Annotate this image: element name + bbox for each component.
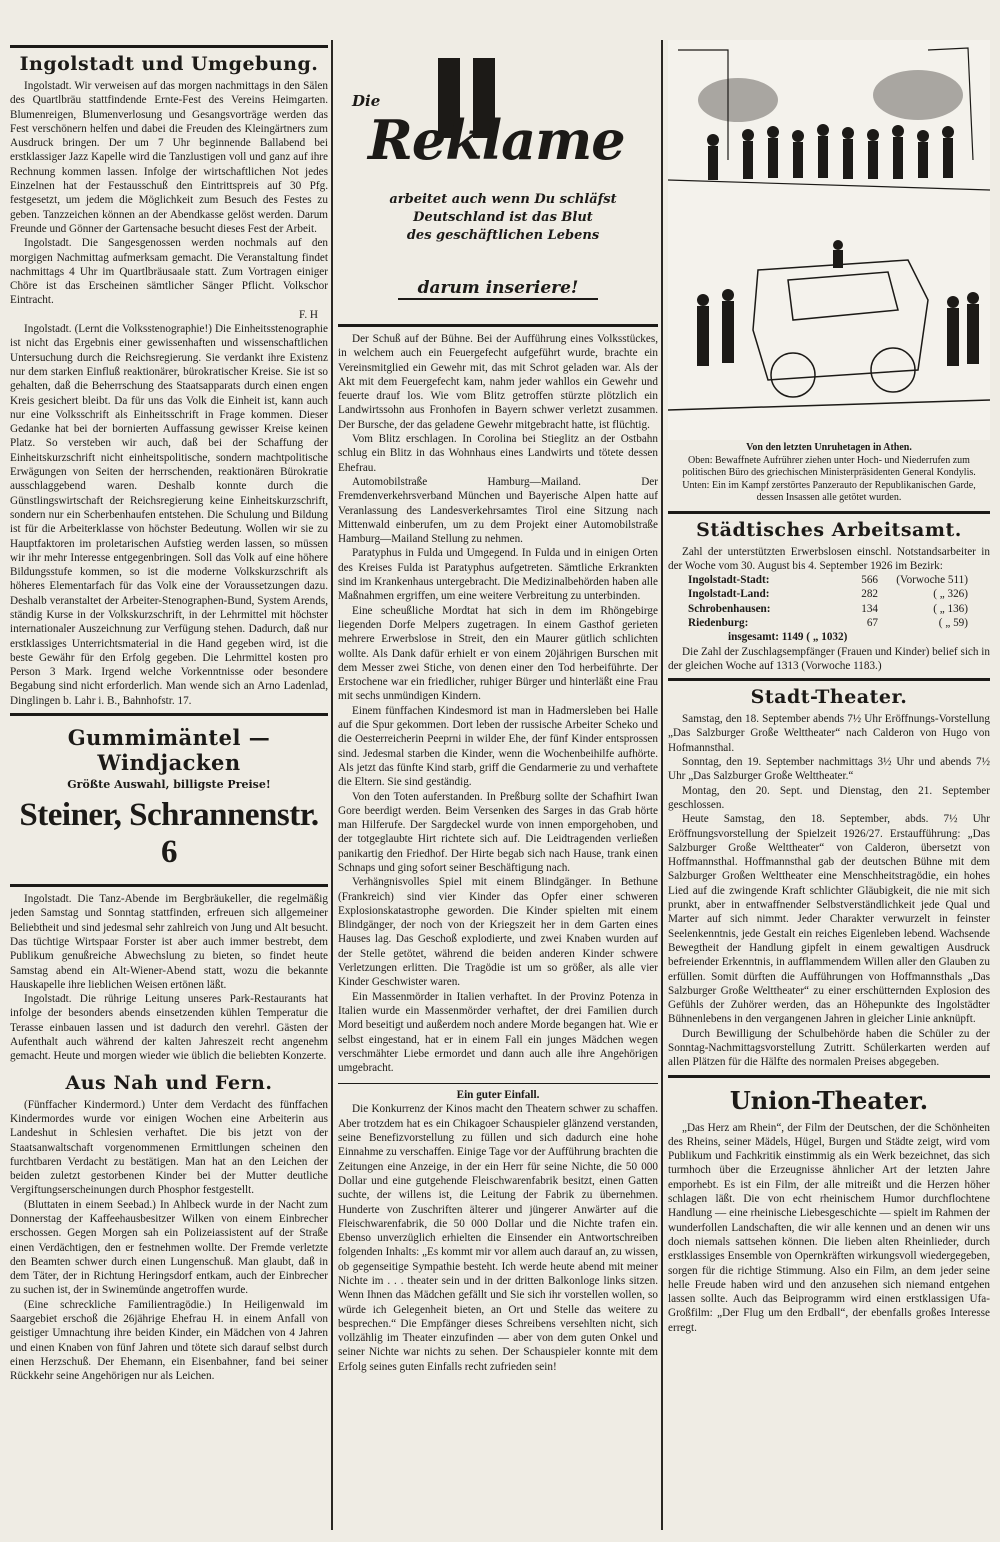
ad-subtitle: Größte Auswahl, billigste Preise!: [67, 778, 271, 792]
news-paragraph: Samstag, den 18. September abends 7½ Uhr Eröffnungs-Vorstellung „Das Salzburger Große Welttheater“ nach Calderon von Hugo von Hofmannsthal.: [668, 713, 990, 754]
stats-table: [668, 573, 990, 630]
photo-illustration: [668, 40, 990, 440]
news-paragraph: Sonntag, den 19. September nachmittags 3½ Uhr und abends 7½ Uhr „Das Salzburger Große Welttheater.“: [668, 756, 990, 783]
advertisement-reklame: [338, 40, 658, 310]
column-left: [10, 40, 328, 1530]
stats-cell-prev: ( „ 326): [933, 588, 968, 601]
caption-text: Unten: Ein im Kampf zerstörtes Panzerauto der Republikanischen Garde, dessen Insassen alle getötet wurden.: [682, 479, 976, 503]
news-paragraph: Ingolstadt. Die rührige Leitung unseres Park-Restaurants hat infolge der besonders abends einsetzenden kühlen Temperatur die Terasse einbauen lassen und ist dadurch den verehrl. Gästen der Aufenthalt auch während der kalten Jahreszeit recht angenehm gemacht. Heute und morgen wieder wie üblich die beliebten Konzerte.: [10, 993, 328, 1063]
news-paragraph: Zahl der unterstützten Erwerbslosen einschl. Notstandsarbeiter in der Woche vom 30. August bis 4. September 1926 im Bezirk:: [668, 545, 990, 572]
stats-cell-label: Ingolstadt-Stadt:: [688, 574, 770, 587]
column-divider: [331, 40, 333, 1530]
news-paragraph: „Das Herz am Rhein“, der Film der Deutschen, der die Schönheiten des Rheins, seiner Mädels, Hügel, Burgen und Städte zeigt, wird vom Publikum und Fachkritik einstimmig als ein Werk bezeichnet, das sich turmhoch über die Erzeugnisse ähnlicher Art der letzten Jahre emporhebt. Es ist ein Film, der alle mitreißt und die Herzen höher schlagen läßt. Die von echt rheinischem Humor durchflochtene Handlung — eine rheinische Liebesgeschichte — spielt im Rahmen der wunderfollen Landschaften, die wir alle kennen und an denen wir uns doch niemals sattsehen können. Die lieben alten Rheinlieder, durch erstklassiges Ensemble von Opernkräften wirkungsvoll wiedergegeben, sorgen für die richtige Stimmung. Also ein Film, an dem jeder seine helle Freude haben wird und den anzusehen sich niemand entgehen lassen sollte. Auch das Beiprogramm wird einen erstklassigen Ufa-Großfilm: „Der Flug um den Erdball“, der ebenfalls großes Interesse erregt.: [668, 1121, 990, 1334]
photo-caption: [668, 442, 990, 505]
news-paragraph: (Fünffacher Kindermord.) Unter dem Verdacht des fünffachen Kindermordes wurde vor einigen Wochen eine Arbeiterin aus Landeshut in Schlesien verhaftet. Die bis jetzt von der Staatsanwaltschaft vorgenommenen Ermittlungen scheinen den furchtbaren Verdacht zu bestätigen. Man hat an den Leichen der beiden zuletzt gestorbenen Kinder bei der Mutter deutliche Vergiftungserscheinungen durch Phosphor festgestellt.: [10, 1098, 328, 1197]
news-paragraph: Ingolstadt. Die Tanz-Abende im Bergbräukeller, die regelmäßig jeden Samstag und Sonntag stattfinden, erfreuen sich allgemeiner Beliebtheit und sind jedesmal sehr zahlreich von Jung und Alt besucht. Das tüchtige Wirtspaar Forster ist aber auch immer bestrebt, dem Publikum genußreiche Abwechslung zu bieten, so findet heute Samstag abend ein Alt-Wiener-Abend statt, wozu die bekannte Hauskapelle ihre lieblichen Weisen ertönen läßt.: [10, 893, 328, 991]
ad-reklame-title: Reklame: [368, 108, 625, 172]
news-paragraph: Ingolstadt. Wir verweisen auf das morgen nachmittags in den Sälen des Quartlbräu stattfindende Ernte-Fest des Vereins Heimgarten. Blumenreigen, Blumenverlosung und Gesangsvorträge werden das Fest verschönern helfen und dabei die Freuden des Kleingärtners zum Ausdruck bringen. Der um 7 Uhr beginnende Ballabend bei erstklassiger Jazz Kapelle wird die Tanzlustigen voll und ganz auf ihre Rechnung kommen lassen. Infolge der wirtschaftlichen Not jedes Einzelnen hat der Festausschuß den Eintrittspreis auf 30 Pfg. festgesetzt, um jedem die Möglichkeit zum Besuch des Festes zu geben. Tanzzeichen können an der Abendkasse gelöst werden. Darum Freunde und Gönner der Gartensache besucht dieses Fest der Arbeit.: [10, 80, 328, 235]
news-paragraph: Ein Massenmörder in Italien verhaftet. In der Provinz Potenza in Italien wurde ein Massenmörder verhaftet, der drei Familien durch Mord beseitigt und außerdem noch andere Morde begangen hat. Wie er selbst eingestand, hat er in einem Fall ein junges Mädchen wegen verschmähter Liebe ermordet und dann auch alle ihre Angehörigen umgebracht.: [338, 990, 658, 1075]
section-rule: [668, 1075, 990, 1078]
news-paragraph: Ingolstadt. (Lernt die Volksstenographie!) Die Einheitsstenographie ist nicht das Ergebnis einer gewissenhaften und wissenschaftlichen Untersuchung durch die Reichsregierung. Sie verdankt ihre Existenz nur dem starken Einfluß reaktionärer, bürokratischer Kreise. Sie ist so gehalten, daß die Beherrschung des Staatsapparats durch einen engen Kreis gesichert bleibt. Da für uns das Volk die Einheit ist, kann auch nur eine Volksschrift als Einheitsschrift in Frage kommen. Dieser Gedanke hat bei der bornierten Auffassung gewisser Kreise keinen Platz. So versteben wir auch, daß bei der Schaffung der Einheitskurzschrift nicht einheitspolitische, sondern machtpolitische Erwägungen von Seiten der herrschenden, reaktionären Bürokratie ausschlaggebend waren. Deshalb konnte durch die Günstlingswirtschaft der Reichsregierung keine Einheitskurzschrift, sondern nur ein Scherbenhaufen entstehen. Die Schulung und Bildung ist für die Arbeiterklasse von höchster Bedeutung. Wollen wir sie zu Hauptfaktoren im proletarischen Aufstieg werden lassen, so müssen wir ihr mehr Interesse entgegenbringen. Soll das Volk auf eine höhere Bildungsstufe kommen, so ist die moderne Volkskurzschrift als höheres Elementarfach für das Volk eine der Voraussetzungen dazu. Deshalb veranstaltet der Arbeiter-Stenographen-Bund, System Arends, ständig Kurse in der Volkskurzschrift, in der Lehrmittel mit höchster internationaler Auszeichnung zur Verfügung stehen. Dadurch, daß nur erstklassiges Unterrichtsmaterial in die Hand gegeben wird, ist die beste Gewähr für den Erfolg gegeben. Die Lehrmittel kosten pro Person 3 Mark. Irgend welche Vorkenntnisse oder besondere Begabung sind nicht erforderlich. Man wende sich an Arno Ladenlad, Dinglingen b. Lahr i. B., Bahnhofstr. 17.: [10, 323, 328, 707]
section-rule: [668, 678, 990, 681]
caption-text: Oben: Bewaffnete Aufrührer ziehen unter Hoch- und Niederrufen zum politischen Büro des griechischen Ministerpräsidenten General Kondylis.: [682, 454, 976, 478]
news-paragraph: Heute Samstag, den 18. September, abds. 7½ Uhr Eröffnungsvorstellung der Spielzeit 1926/27. Erstaufführung: „Das Salzburger Große Welttheater“ von Calderon, übersetzt von Hoffmannsthal. Hoffmannsthal gab der deutschen Bühne mit dem Salzburger Großen Welttheater eine Menschheitstragödie, ein hohes Lied auf die zwingende Kraft schlichter Gläubigkeit, die nie mit sich prunkt, aber in entwaffnender Selbstverständlichkeit jede Qual und Marter auf sich nimmt. Jeder Charakter verwurzelt in feinster Seelenkenntnis, jede Gestalt ein reiches Eigenleben lebend. Wachsende Bewegtheit der Handlung gipfelt in einem gewaltigen Ausdruck befreiender Erkenntnis, in aufflammendem Willen aller den Glauben zu erfüllen. Somit dürften die Aufführungen von Hoffmannsthals „Das Salzburger Große Welttheater“ zu einer erschütternden Explosion des Gefühls der Zuhörer werden, das an Höhepunkte des Ingolstädter Bühnenlebens in den vergangenen Jahren in gleicher Linie anknüpft.: [668, 813, 990, 1026]
section-rule: [10, 45, 328, 48]
news-paragraph: Ingolstadt. Die Sangesgenossen werden nochmals auf den morgigen Nachmittag aufmerksam gemacht. Die Veranstaltung findet nachmittags 4 Uhr im Quartlbräusaale statt. Zum Vortragen einiger Chöre ist das Erscheinen sämtlicher Sänger Pflicht. Volkschor Eintracht.: [10, 237, 328, 307]
stats-cell-label: Riedenburg:: [688, 616, 749, 629]
stats-cell-label: Ingolstadt-Land:: [688, 588, 770, 601]
news-paragraph: (Bluttaten in einem Seebad.) In Ahlbeck wurde in der Nacht zum Donnerstag der Kaffeehausbesitzer Wilken von einem Einbrecher erschossen. Gegen Morgen sah ein Polizeiassistent auf der Straße einen Verdächtigen, den er festnehmen wollte. Der Fremde verletzte den Beamten schwer durch einen Lungenschuß. Man glaubt, daß in dem Täter, der in Richtung Heringsdorf entkam, auch der Einbrecher zu suchen ist, der in Swinemünde angetroffen wurde.: [10, 1198, 328, 1297]
section-title-arbeitsamt: Städtisches Arbeitsamt.: [696, 518, 962, 541]
stats-cell-value: 67: [866, 616, 878, 629]
section-rule: [338, 324, 658, 327]
news-paragraph: Von den Toten auferstanden. In Preßburg sollte der Schafhirt Iwan Gore beerdigt werden. Beim Versenken des Sarges in das Grab hörte man Hilferufe. Der Sargdeckel wurde von innen emporgehoben, und der totgeglaubte Hirt richtete sich auf. Die Leidtragenden verließen panikartig den Friedhof. Der Hirte begab sich nach Hause, trank einen Schnaps und ging sofort seiner Beschäftigung nach.: [338, 790, 658, 874]
section-rule: [10, 884, 328, 887]
stats-cell-value: 134: [861, 602, 878, 615]
ad-address: Steiner, Schrannenstr. 6: [19, 797, 319, 871]
news-paragraph: Montag, den 20. Sept. und Dienstag, den 21. September geschlossen.: [668, 784, 990, 811]
news-paragraph: Einem fünffachen Kindesmord ist man in Hadmersleben bei Halle auf die Spur gekommen. Dort leben der russische Arbeiter Scheko und die Oesterreicherin Peeprni in wilder Ehe, der fünf Kinder entsprossen sind. Jedesmal starben die Kinder, wenn die Wochenbeihilfe aufhörte. Als jetzt das fünfte Kind starb, griff die Gendarmerie zu und verhaftete die Eltern. Sie sind geständig.: [338, 704, 658, 789]
news-paragraph: Paratyphus in Fulda und Umgegend. In Fulda und in einigen Orten des Kreises Fulda ist Paratyphus aufgetreten. Sämtliche Erkrankten sind im Krankenhaus untergebracht. Die Medizinalbehörden haben alle Maßnahmen ergriffen, um eine weitere Verbreitung zu unterbinden.: [338, 547, 658, 603]
section-rule: [668, 511, 990, 514]
advertisement-steiner: [10, 721, 328, 879]
stats-cell-value: 282: [861, 588, 878, 601]
einfall-title: Ein guter Einfall.: [456, 1089, 540, 1102]
ad-line: arbeitet auch wenn Du schläfst: [389, 192, 617, 207]
signature: F. H: [299, 308, 318, 321]
stats-row: [668, 616, 990, 630]
stats-row: [668, 587, 990, 601]
news-paragraph: Der Schuß auf der Bühne. Bei der Aufführung eines Volksstückes, in welchem auch ein Feuergefecht aufgeführt wurde, brachte ein Vereinsmitglied ein Gewehr mit, das mit Schrot geladen war. Als der Akt mit dem Feuergefecht kam, nahm jeder wahllos ein Gewehr und feuerte drauf los. Wie vom Blitz getroffen stürzte plötzlich ein Landwirtssohn aus Fronhofen in Bayern schwer verletzt zusammen. Der Bursche, der das geladene Gewehr mitgebracht hatte, ist flüchtig.: [338, 333, 658, 431]
ad-final: darum inseriere!: [398, 278, 598, 300]
section-rule: [338, 1083, 658, 1084]
stats-row: [668, 573, 990, 587]
column-divider: [661, 40, 663, 1530]
stats-cell-prev: ( „ 59): [938, 616, 968, 629]
news-paragraph: Automobilstraße Hamburg—Mailand. Der Fremdenverkehrsverband München und Bayerische Alpen hatte auf Veranlassung des Landesverkehrsamtes Tirol eine Sitzung nach Mittenwald einberufen, um zu dem Projekt einer Automobilstraße Hamburg—Mailand Stellung zu nehmen.: [338, 475, 658, 546]
news-paragraph: Eine scheußliche Mordtat hat sich in dem im Rhöngebirge liegenden Dorfe Melpers zugetragen. In einem Gasthof gerieten mehrere Erwerbslose in Streit, den ein Maurer gütlich schlichten wollte. Als Dank dafür erhielt er von einem 20jährigen Burschen mit dem Messer zwei Stiche, von denen einer den Tod herbeiführte. Der Erstochene war ein friedlicher, ruhiger Bürger und hinterläßt eine Frau mit sechs unmündigen Kindern.: [338, 604, 658, 703]
ad-title: Gummimäntel — Windjacken: [67, 725, 271, 776]
ad-line: des geschäftlichen Lebens: [406, 228, 600, 243]
stats-cell-prev: ( „ 136): [933, 602, 968, 615]
stats-cell-value: 566: [861, 574, 878, 587]
ad-die: Die: [352, 92, 381, 110]
ad-line: Deutschland ist das Blut: [413, 210, 593, 225]
stats-cell-prev: (Vorwoche 511): [896, 574, 968, 587]
news-paragraph: (Eine schreckliche Familientragödie.) In Heiligenwald im Saargebiet erschoß die 26jährige Ehefrau H. in einem Anfall von geistiger Umnachtung ihre beiden Kinder, ein Mädchen von 4 Jahren und einen Knaben von fünf Jahren und tötete sich darauf selbst durch einen Herzschuß. Der Ehemann, ein Eisenbahner, fand bei seiner Rückkehr seine Angehörigen nur als Leichen.: [10, 1298, 328, 1383]
news-paragraph: Durch Bewilligung der Schulbehörde haben die Schüler zu der Sonntag-Nachmittagsvorstellung Zutritt. Schülerkarten werden auf allen Plätzen für die Hälfte des normalen Preises abgegeben.: [668, 1027, 990, 1069]
news-paragraph: Die Zahl der Zuschlagsempfänger (Frauen und Kinder) belief sich in der gleichen Woche auf 1313 (Vorwoche 1183.): [668, 645, 990, 672]
section-title-union: Union-Theater.: [729, 1085, 929, 1115]
section-title-ingolstadt: Ingolstadt und Umgebung.: [19, 53, 319, 75]
news-paragraph: Die Konkurrenz der Kinos macht den Theatern schwer zu schaffen. Aber trotzdem hat es ein Chikagoer Schauspieler glänzend verstanden, seine Benefizvorstellung zu füllen und sich dadurch eine hohe Einnahme zu verschaffen. Einige Tage vor der Aufführung brachten die Zeitungen eine Anzeige, in der ein Herr für seine Nichte, die 50 000 Dollar und eine gutgehende Fleischwarenfabrik besitzt, einen Gatten suchte, der willens ist, die Leitung der Fabrik zu übernehmen. Hunderte von Zuschriften älterer und jüngerer Anwärter auf die Fleischwarenfabrik, die 50 000 Dollar und die Nichte trafen ein. Ebenso unverzüglich erhielten die Einsender ein Antwortschreiben folgenden Inhalts: „Es kommt mir vor allem auch darauf an, zu wissen, ob gegenseitige Sympathie besteht. Ich werde heute abend mit meiner Nichte im . . . theater sein und in der dritten Balkonloge links sitzen. Wenn Ihnen das Mädchen gefällt und Sie sich ihr vorstellen wollen, so würde ich Gelegenheit bieten, an Ort und Stelle das weitere zu besprechen.“ Die Empfänger dieses Schreibens versehlten nicht, sich vollzählig im Theater einzufinden — aber von dem guten Onkel und seiner Nichte war nichts zu sehen. Der Schauspieler konnte mit dem Erfolg seines guten Einfalls recht zufrieden sein!: [338, 1103, 658, 1373]
news-paragraph: Vom Blitz erschlagen. In Corolina bei Stieglitz an der Ostbahn schlug ein Blitz in das Wohnhaus eines Landwirts und tötete dessen Ehefrau.: [338, 433, 658, 474]
section-title-stadttheater: Stadt-Theater.: [750, 686, 908, 709]
news-paragraph: Verhängnisvolles Spiel mit einem Blindgänger. In Bethune (Frankreich) sind vier Kinder das Opfer einer schweren Explosionskatastrophe geworden. Die Kinder spielten mit einem Blindgänger, der noch von der Kriegszeit her in dem Garten eines Hauses lag. Das Geschoß explodierte, und zwei Knaben wurden auf der Stelle getötet, während die beiden anderen Kinder schwere Verletzungen erlitten. Die Tragödie ist um so größer, als alle vier Kinder Geschwister waren.: [338, 876, 658, 989]
caption-title: Von den letzten Unruhetagen in Athen.: [746, 442, 912, 453]
news-photo-athens: [668, 40, 990, 440]
stats-row: [668, 602, 990, 616]
column-right: [668, 40, 990, 1530]
stats-total: insgesamt: 1149 ( „ 1032): [728, 631, 848, 644]
section-rule: [10, 713, 328, 716]
column-middle: [338, 40, 658, 1530]
section-title-nah-fern: Aus Nah und Fern.: [65, 1071, 273, 1094]
stats-cell-label: Schrobenhausen:: [688, 602, 771, 615]
